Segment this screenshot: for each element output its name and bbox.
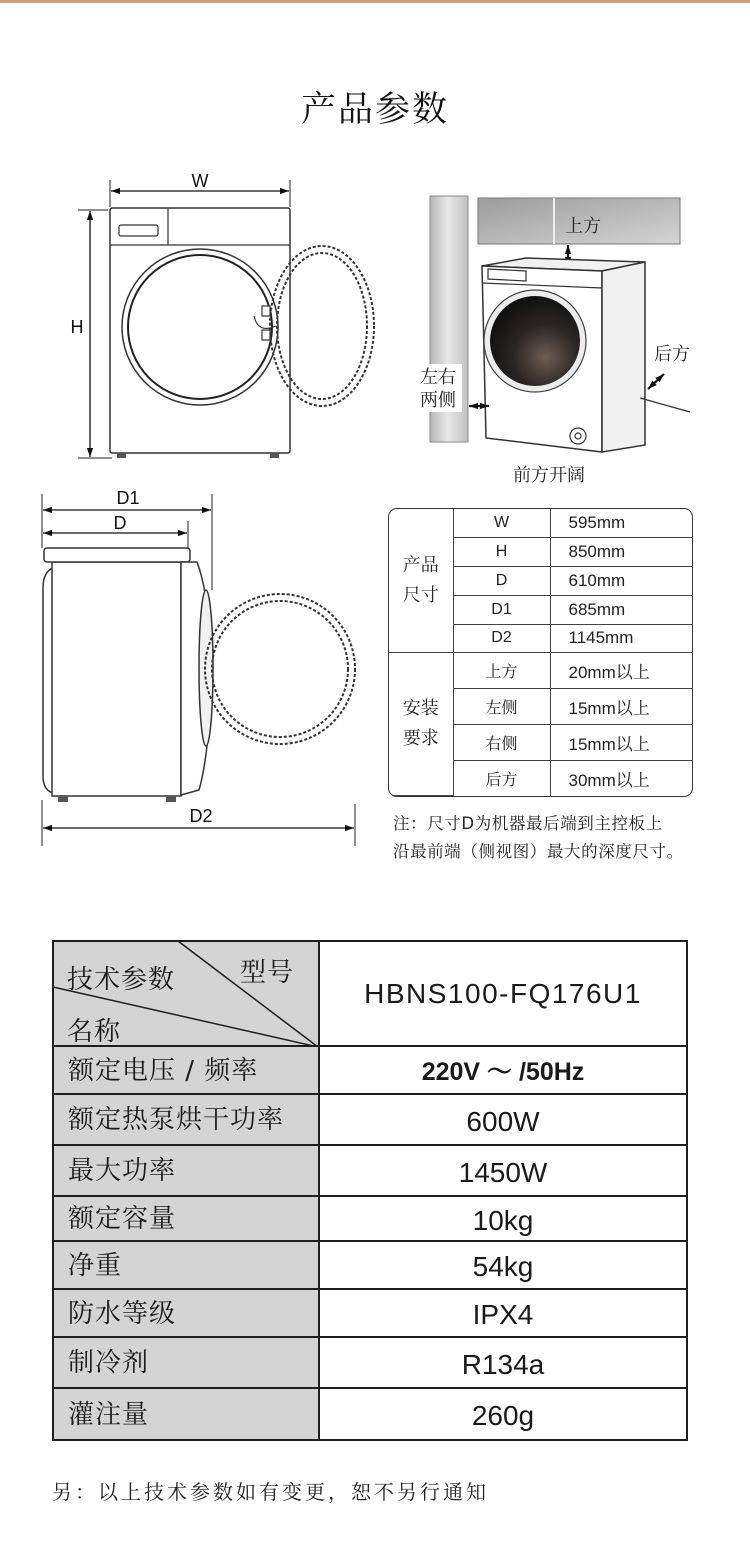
floor-edge bbox=[640, 398, 690, 412]
clearance-value: 20mm以上 bbox=[550, 653, 692, 689]
note-line-1: 注：尺寸D为机器最后端到主控板上 bbox=[393, 814, 663, 833]
dimension-value: 1145mm bbox=[550, 624, 692, 653]
door-frame bbox=[122, 249, 278, 405]
dimension-note bbox=[393, 810, 684, 866]
category-label-line2: 尺寸 bbox=[402, 584, 439, 606]
model-number: HBNS100-FQ176U1 bbox=[319, 941, 687, 1046]
clearance-key: 上方 bbox=[453, 653, 550, 689]
spec-value: IPX4 bbox=[319, 1289, 687, 1337]
foot-front bbox=[166, 796, 176, 802]
spec-value: 54kg bbox=[319, 1241, 687, 1289]
dimension-key: D1 bbox=[453, 595, 550, 624]
clearance-value: 15mm以上 bbox=[550, 689, 692, 725]
dimension-key: D bbox=[453, 566, 550, 595]
display-panel bbox=[119, 225, 158, 236]
dimension-table-grid bbox=[389, 509, 692, 796]
spec-table bbox=[52, 940, 686, 1441]
spec-name: 最大功率 bbox=[53, 1145, 319, 1196]
spec-row-rated-voltage bbox=[53, 1046, 687, 1094]
spec-row-waterproof-rating bbox=[53, 1289, 687, 1337]
category-product-size bbox=[389, 509, 453, 653]
spec-value: 10kg bbox=[319, 1196, 687, 1241]
washer-body bbox=[52, 562, 181, 796]
spec-name: 灌注量 bbox=[53, 1388, 319, 1440]
clearance-value: 30mm以上 bbox=[550, 760, 692, 795]
corner-name-heading: 名称 bbox=[67, 1017, 122, 1047]
category-installation-requirements bbox=[389, 653, 453, 796]
note-line-2: 沿最前端（侧视图）最大的深度尺寸。 bbox=[393, 842, 684, 861]
side-clearance-label-line1: 左右 bbox=[420, 367, 456, 388]
installation-diagram bbox=[414, 196, 690, 486]
spec-value: 1450W bbox=[319, 1145, 687, 1196]
clearance-value: 15mm以上 bbox=[550, 725, 692, 761]
front-clearance-label: 前方开阔 bbox=[513, 465, 585, 486]
d2-label: D2 bbox=[189, 806, 213, 826]
spec-name: 额定容量 bbox=[53, 1196, 319, 1241]
open-door-inner bbox=[212, 601, 348, 737]
filter-cap bbox=[570, 428, 586, 444]
category-label-line2: 要求 bbox=[402, 728, 439, 750]
dimension-value: 850mm bbox=[550, 537, 692, 566]
spec-value: 220V ～ /50Hz bbox=[319, 1046, 687, 1094]
clearance-key: 后方 bbox=[453, 760, 550, 795]
dimension-key: W bbox=[453, 509, 550, 537]
category-label-line1: 安装 bbox=[402, 698, 439, 720]
clearance-key: 右侧 bbox=[453, 725, 550, 761]
spec-value: 600W bbox=[319, 1094, 687, 1145]
spec-name: 额定热泵烘干功率 bbox=[53, 1094, 319, 1145]
spec-row-refrigerant bbox=[53, 1337, 687, 1388]
washer-side bbox=[602, 262, 645, 452]
spec-row-net-weight bbox=[53, 1241, 687, 1289]
display-panel bbox=[488, 269, 526, 281]
washer-lid bbox=[44, 548, 190, 562]
d-label: D bbox=[113, 513, 127, 533]
table-row bbox=[389, 509, 692, 537]
spec-value: 260g bbox=[319, 1388, 687, 1440]
rear-clearance-label: 后方 bbox=[654, 344, 690, 365]
spec-row-charge-amount bbox=[53, 1388, 687, 1440]
foot-rear bbox=[58, 796, 68, 802]
dimension-value: 610mm bbox=[550, 566, 692, 595]
dimension-key: H bbox=[453, 537, 550, 566]
top-clearance-label: 上方 bbox=[565, 216, 601, 237]
rear-clearance-arrow bbox=[648, 374, 664, 389]
height-label: H bbox=[70, 317, 84, 337]
clearance-key: 左侧 bbox=[453, 689, 550, 725]
dimension-key: D2 bbox=[453, 624, 550, 653]
spec-row-drying-power bbox=[53, 1094, 687, 1145]
foot-left bbox=[117, 453, 126, 458]
dimension-table bbox=[388, 508, 693, 797]
spec-name: 制冷剂 bbox=[53, 1337, 319, 1388]
category-label-line1: 产品 bbox=[402, 554, 439, 576]
corner-params-heading: 技术参数 bbox=[67, 965, 176, 995]
door-glass bbox=[490, 296, 580, 386]
spec-name: 净重 bbox=[53, 1241, 319, 1289]
dimension-value: 595mm bbox=[550, 509, 692, 537]
spec-name: 防水等级 bbox=[53, 1289, 319, 1337]
corner-model-heading: 型号 bbox=[240, 958, 295, 988]
spec-name: 额定电压 / 频率 bbox=[53, 1046, 319, 1094]
side-view-diagram bbox=[42, 488, 355, 846]
dimension-value: 685mm bbox=[550, 595, 692, 624]
page-title: 产品参数 bbox=[300, 90, 449, 130]
side-clearance-label-line2: 两侧 bbox=[420, 390, 456, 411]
front-view-diagram bbox=[71, 171, 375, 458]
spec-value: R134a bbox=[319, 1337, 687, 1388]
footer-disclaimer: 另：以上技术参数如有变更，恕不另行通知 bbox=[52, 1480, 489, 1504]
foot-right bbox=[270, 453, 279, 458]
d1-label: D1 bbox=[116, 488, 140, 508]
open-door-outline bbox=[205, 594, 355, 744]
spec-row-max-power bbox=[53, 1145, 687, 1196]
table-row bbox=[389, 653, 692, 689]
width-label: W bbox=[191, 171, 209, 191]
spec-row-capacity bbox=[53, 1196, 687, 1241]
